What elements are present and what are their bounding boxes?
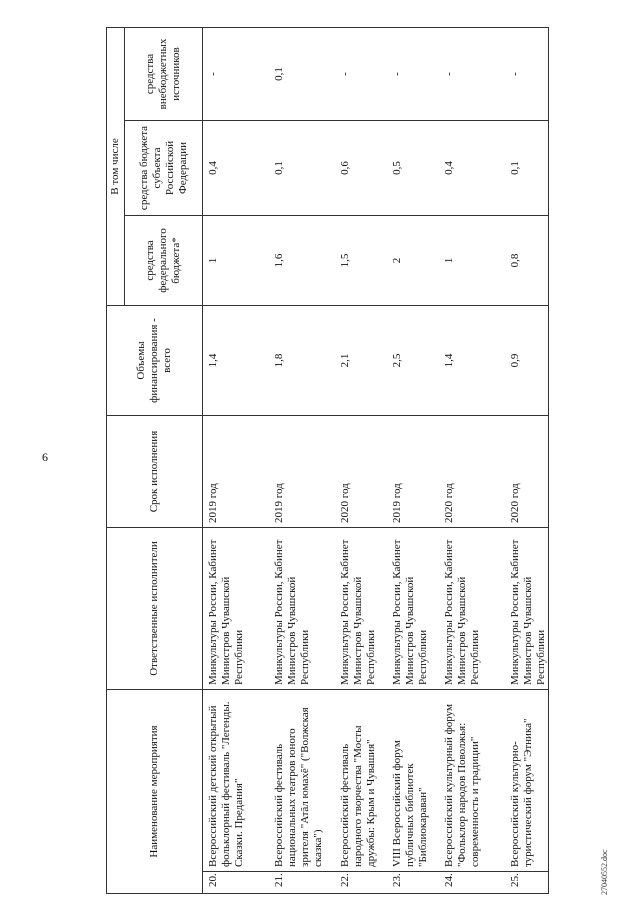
table-row	[439, 27, 505, 893]
header-term: Срок исполнения	[107, 416, 203, 528]
row-number: 20.	[203, 872, 269, 894]
event-name: Всероссийский культурный форум "Фольклор народов Поволжья: современность и традиции"	[439, 690, 505, 872]
extrabudget: -	[439, 27, 505, 120]
regional-budget: 0,5	[387, 121, 439, 216]
row-number: 25.	[505, 872, 549, 894]
total-funding: 1,4	[203, 306, 269, 416]
header-federal-budget: средства федерального бюджета*	[125, 216, 203, 306]
executors: Минкультуры России, Кабинет Министров Чувашской Республики	[387, 528, 439, 690]
regional-budget: 0,1	[269, 121, 335, 216]
regional-budget: 0,6	[335, 121, 387, 216]
extrabudget: -	[387, 27, 439, 120]
total-funding: 1,4	[439, 306, 505, 416]
term: 2019 год	[269, 416, 335, 528]
term: 2020 год	[505, 416, 549, 528]
event-name: Всероссийский детский открытый фольклорный фестиваль "Легенды. Сказки. Предания"	[203, 690, 269, 872]
table-row	[203, 27, 269, 893]
regional-budget: 0,4	[439, 121, 505, 216]
term: 2020 год	[335, 416, 387, 528]
row-number: 21.	[269, 872, 335, 894]
executors: Минкультуры России, Кабинет Министров Чувашской Республики	[203, 528, 269, 690]
extrabudget: -	[505, 27, 549, 120]
event-name: Всероссийский культурно-туристический форум "Этника"	[505, 690, 549, 872]
regional-budget: 0,4	[203, 121, 269, 216]
row-number: 23.	[387, 872, 439, 894]
total-funding: 2,5	[387, 306, 439, 416]
federal-budget: 1,6	[269, 216, 335, 306]
event-name: VIII Всероссийский форум публичных библиотек "Библиокараван"	[387, 690, 439, 872]
header-including: В том числе	[107, 27, 125, 305]
term: 2020 год	[439, 416, 505, 528]
executors: Минкультуры России, Кабинет Министров Чувашской Республики	[269, 528, 335, 690]
rotated-table-container	[106, 28, 574, 894]
regional-budget: 0,1	[505, 121, 549, 216]
event-name: Всероссийский фестиваль народного творчества "Мосты дружбы: Крым и Чувашия"	[335, 690, 387, 872]
header-total-funding: Объемы финансирования - всего	[107, 306, 203, 416]
federal-budget: 1	[203, 216, 269, 306]
page-number: 6	[42, 450, 48, 464]
header-event-name: Наименование мероприятия	[107, 690, 203, 894]
table-row	[269, 27, 335, 893]
extrabudget: -	[335, 27, 387, 120]
federal-budget: 0,8	[505, 216, 549, 306]
total-funding: 2,1	[335, 306, 387, 416]
executors: Минкультуры России, Кабинет Министров Чувашской Республики	[505, 528, 549, 690]
header-extrabudget: средства внебюджетных источников	[125, 27, 203, 120]
total-funding: 1,8	[269, 306, 335, 416]
header-regional-budget: средства бюджета субъекта Российской Федерации	[125, 121, 203, 216]
event-name: Всероссийский фестиваль национальных театров юного зрителя "Атăл юмахĕ" ("Волжская сказка")	[269, 690, 335, 872]
table-row	[335, 27, 387, 893]
federal-budget: 2	[387, 216, 439, 306]
extrabudget: 0,1	[269, 27, 335, 120]
extrabudget: -	[203, 27, 269, 120]
footer-file-code: 27040552.doc	[600, 849, 609, 895]
executors: Минкультуры России, Кабинет Министров Чувашской Республики	[335, 528, 387, 690]
term: 2019 год	[387, 416, 439, 528]
row-number: 24.	[439, 872, 505, 894]
federal-budget: 1,5	[335, 216, 387, 306]
events-table	[106, 27, 549, 894]
table-row	[505, 27, 549, 893]
federal-budget: 1	[439, 216, 505, 306]
row-number: 22.	[335, 872, 387, 894]
header-executors: Ответственные исполнители	[107, 528, 203, 690]
table-row	[387, 27, 439, 893]
term: 2019 год	[203, 416, 269, 528]
total-funding: 0,9	[505, 306, 549, 416]
executors: Минкультуры России, Кабинет Министров Чувашской Республики	[439, 528, 505, 690]
